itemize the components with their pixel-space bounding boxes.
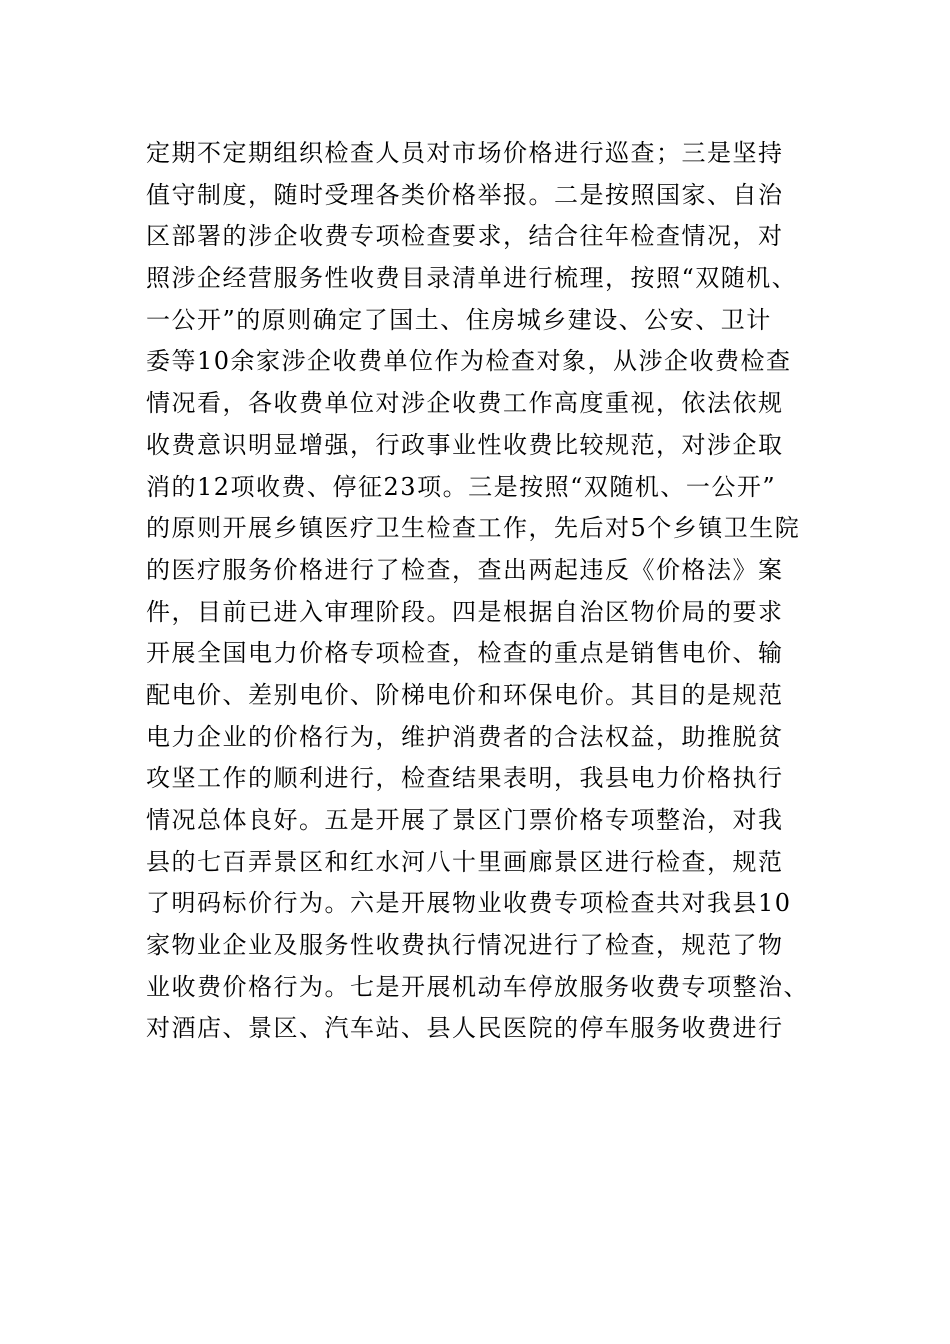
text-line: 业收费价格行为。七是开展机动车停放服务收费专项整治、 xyxy=(146,972,809,1001)
text-line: 消的12项收费、停征23项。三是按照“双随机、一公开” xyxy=(146,472,777,501)
text-line: 了明码标价行为。六是开展物业收费专项检查共对我县10 xyxy=(146,889,792,918)
text-line: 件，目前已进入审理阶段。四是根据自治区物价局的要求 xyxy=(146,597,784,626)
text-line: 县的七百弄景区和红水河八十里画廊景区进行检查，规范 xyxy=(146,847,784,876)
text-line: 开展全国电力价格专项检查，检查的重点是销售电价、输 xyxy=(146,639,784,668)
text-line: 委等10余家涉企收费单位作为检查对象，从涉企收费检查 xyxy=(146,347,792,376)
text-line: 攻坚工作的顺利进行，检查结果表明，我县电力价格执行 xyxy=(146,764,784,793)
text-line: 照涉企经营服务性收费目录清单进行梳理，按照“双随机、 xyxy=(146,264,798,293)
text-line: 一公开”的原则确定了国土、住房城乡建设、公安、卫计 xyxy=(146,305,772,334)
body-paragraph xyxy=(146,133,826,1050)
text-line: 家物业企业及服务性收费执行情况进行了检查，规范了物 xyxy=(146,931,784,960)
text-line: 收费意识明显增强，行政事业性收费比较规范，对涉企取 xyxy=(146,430,784,459)
text-line: 配电价、差别电价、阶梯电价和环保电价。其目的是规范 xyxy=(146,680,784,709)
text-line: 区部署的涉企收费专项检查要求，结合往年检查情况，对 xyxy=(146,222,784,251)
text-line: 情况看，各收费单位对涉企收费工作高度重视，依法依规 xyxy=(146,389,784,418)
text-line: 情况总体良好。五是开展了景区门票价格专项整治，对我 xyxy=(146,806,784,834)
text-line: 定期不定期组织检查人员对市场价格进行巡查；三是坚持 xyxy=(146,139,784,167)
text-line: 的原则开展乡镇医疗卫生检查工作，先后对5个乡镇卫生院 xyxy=(146,514,801,543)
text-line: 对酒店、景区、汽车站、县人民医院的停车服务收费进行 xyxy=(146,1014,784,1043)
text-line: 电力企业的价格行为，维护消费者的合法权益，助推脱贫 xyxy=(146,722,784,751)
text-line: 值守制度，随时受理各类价格举报。二是按照国家、自治 xyxy=(146,180,784,209)
text-line: 的医疗服务价格进行了检查，查出两起违反《价格法》案 xyxy=(146,555,784,584)
